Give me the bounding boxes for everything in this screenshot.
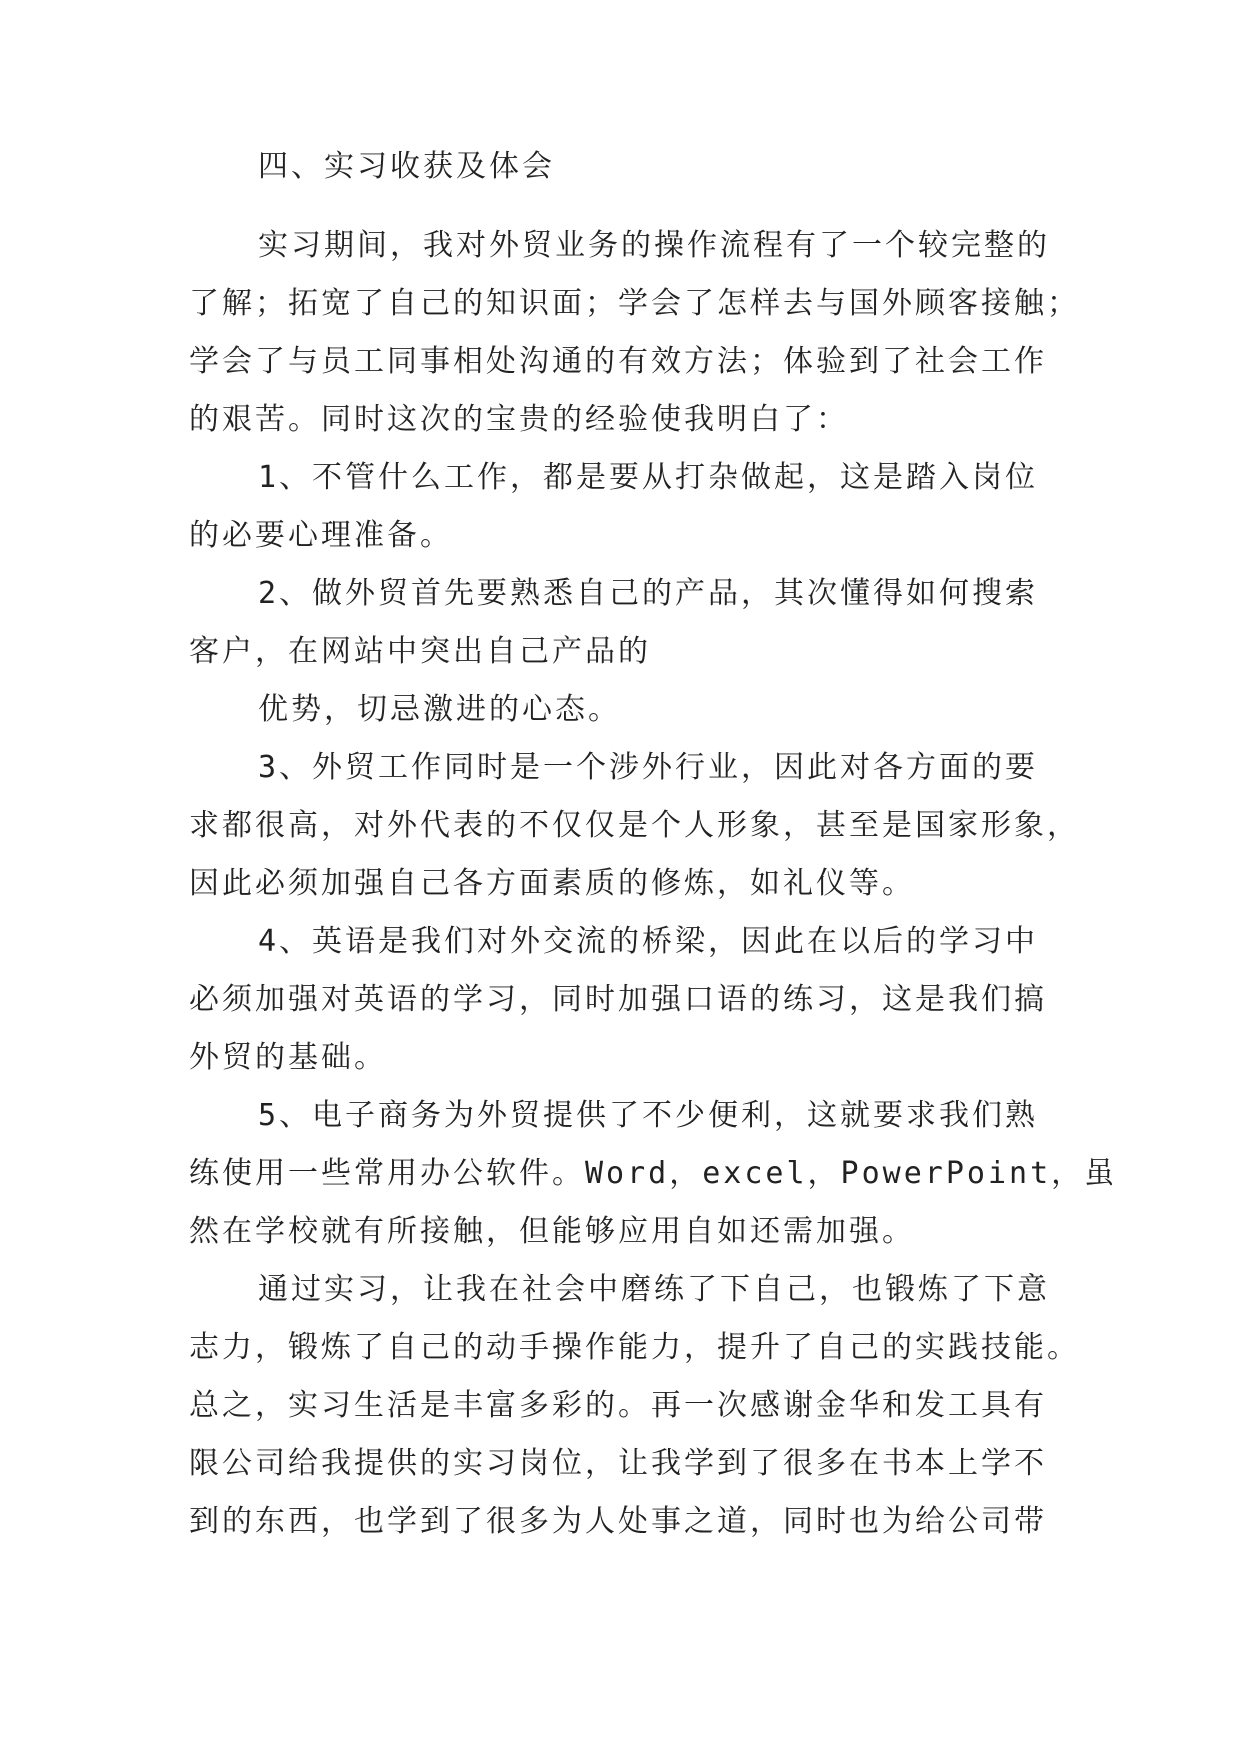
paragraph-line: 客户，在网站中突出自己产品的 (189, 634, 651, 669)
paragraph-line: 练使用一些常用办公软件。Word，excel，PowerPoint，虽 (189, 1156, 1118, 1191)
paragraph-line: 实习期间，我对外贸业务的操作流程有了一个较完整的 (258, 228, 1050, 263)
paragraph-line: 3、外贸工作同时是一个涉外行业，因此对各方面的要 (258, 750, 1039, 785)
paragraph-line: 到的东西，也学到了很多为人处事之道，同时也为给公司带 (189, 1504, 1047, 1539)
paragraph-line: 优势，切忌激进的心态。 (258, 692, 621, 727)
paragraph-line: 限公司给我提供的实习岗位，让我学到了很多在书本上学不 (189, 1446, 1047, 1481)
paragraph-line: 然在学校就有所接触，但能够应用自如还需加强。 (189, 1214, 915, 1249)
paragraph-line: 因此必须加强自己各方面素质的修炼，如礼仪等。 (189, 866, 915, 901)
paragraph-line: 1、不管什么工作，都是要从打杂做起，这是踏入岗位 (258, 460, 1039, 495)
paragraph-line: 2、做外贸首先要熟悉自己的产品，其次懂得如何搜索 (258, 576, 1039, 611)
paragraph-line: 5、电子商务为外贸提供了不少便利，这就要求我们熟 (258, 1098, 1039, 1133)
paragraph-line: 4、英语是我们对外交流的桥梁，因此在以后的学习中 (258, 924, 1039, 959)
paragraph-line: 外贸的基础。 (189, 1040, 387, 1075)
paragraph-line: 学会了与员工同事相处沟通的有效方法；体验到了社会工作 (189, 344, 1047, 379)
paragraph-line: 了解；拓宽了自己的知识面；学会了怎样去与国外顾客接触； (189, 286, 1080, 321)
section-heading: 四、实习收获及体会 (258, 149, 555, 184)
paragraph-line: 志力，锻炼了自己的动手操作能力，提升了自己的实践技能。 (189, 1330, 1080, 1365)
paragraph-line: 总之，实习生活是丰富多彩的。再一次感谢金华和发工具有 (189, 1388, 1047, 1423)
paragraph-line: 求都很高，对外代表的不仅仅是个人形象，甚至是国家形象， (189, 808, 1080, 843)
paragraph-line: 通过实习，让我在社会中磨练了下自己，也锻炼了下意 (258, 1272, 1050, 1307)
paragraph-line: 的必要心理准备。 (189, 518, 453, 553)
paragraph-line: 的艰苦。同时这次的宝贵的经验使我明白了： (189, 402, 849, 437)
paragraph-line: 必须加强对英语的学习，同时加强口语的练习，这是我们搞 (189, 982, 1047, 1017)
